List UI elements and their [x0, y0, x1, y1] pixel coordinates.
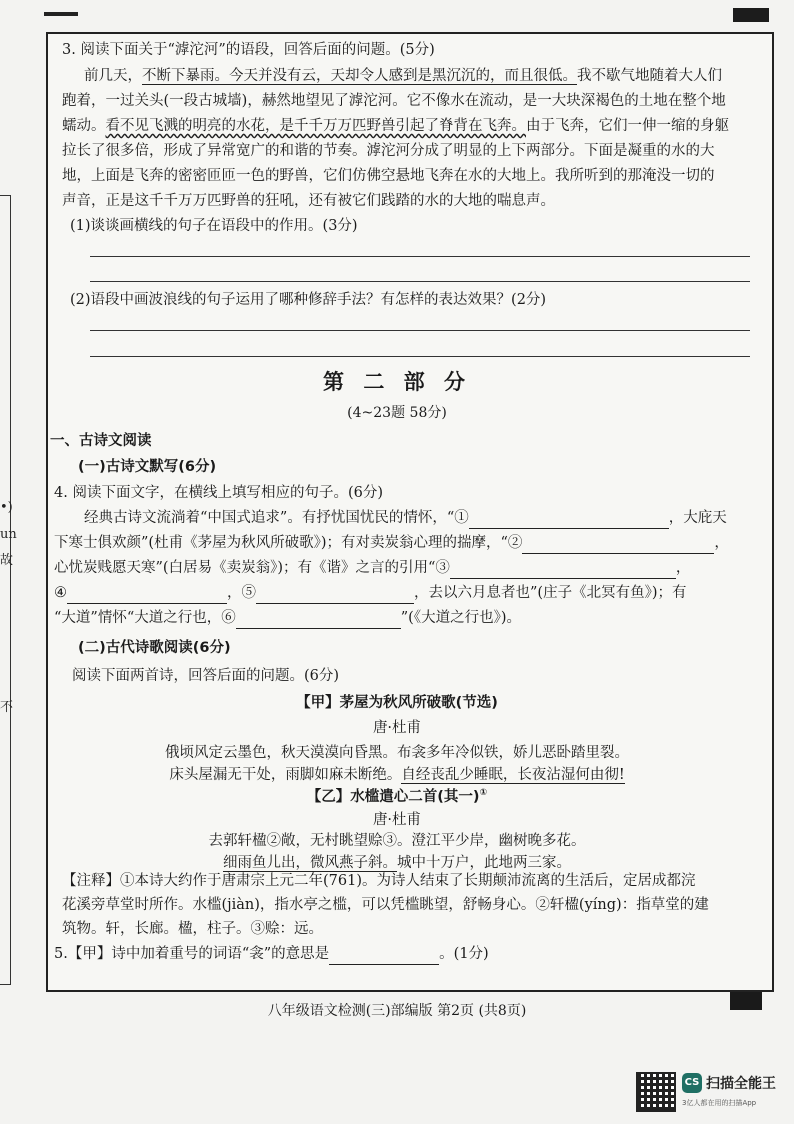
poem1-line-2: 床头屋漏无干处，雨脚如麻未断绝。自经丧乱少睡眠，长夜沾湿何由彻!	[169, 767, 625, 783]
fill-blank-5[interactable]	[256, 583, 414, 604]
poem1-title: 【甲】茅屋为秋风所破歌(节选)	[296, 695, 498, 711]
note-marker: ①	[479, 788, 488, 799]
q5-line: 5.【甲】诗中加着重号的词语“衾”的意思是 。(1分)	[54, 944, 489, 965]
poem-intro: 阅读下面两首诗，回答后面的问题。(6分)	[72, 668, 340, 684]
q4-line-1: 经典古诗文流淌着“中国式追求”。有抒忧国忧民的情怀，“① ，大庇天	[84, 508, 727, 529]
top-corner-block	[733, 8, 769, 22]
q3-passage-line-4: 拉长了很多倍，形成了异常宽广的和谐的节奏。滹沱河分成了明显的上下两部分。下面是凝重的水的大	[62, 143, 715, 159]
q3-passage-line-2: 跑着，一过关头(一段古城墙)，赫然地望见了滹沱河。它不像水在流动，是一大块深褐色的土地在整个地	[62, 93, 726, 109]
margin-char: un	[0, 527, 17, 542]
fill-blank-q5[interactable]	[329, 944, 439, 965]
wavy-sentence: 看不见飞溅的明亮的水花，是千千万万匹野兽引起了脊背在飞奔。	[105, 118, 526, 134]
fill-blank-3[interactable]	[450, 558, 676, 579]
poem2-line-1: 去郭轩楹②敞，无村眺望赊③。澄江平少岸，幽树晚多花。	[208, 833, 586, 849]
part-title: 第 二 部 分	[323, 370, 471, 394]
part-range: (4~23题 58分)	[347, 405, 447, 421]
subsection-heading-1: (一)古诗文默写(6分)	[78, 459, 217, 475]
margin-char: 不	[0, 700, 14, 715]
q3-passage-line-1: 前几天，不断下暴雨。今天并没有云，天却令人感到是黑沉沉的，而且很低。我不歇气地随着大人们	[84, 68, 722, 84]
q4-line-5: “大道”情怀“大道之行也，⑥ ”(《大道之行也》)。	[54, 608, 521, 629]
fill-blank-1[interactable]	[469, 508, 669, 529]
subsection-heading-2: (二)古代诗歌阅读(6分)	[78, 640, 231, 656]
answer-line[interactable]	[90, 330, 750, 331]
answer-line[interactable]	[90, 281, 750, 282]
q3-sub-question-2: (2)语段中画波浪线的句子运用了哪种修辞手法？有怎样的表达效果？(2分)	[70, 292, 547, 308]
notes-line-1: 【注释】①本诗大约作于唐肃宗上元二年(761)。为诗人结束了长期颠沛流离的生活后，定居成都浣	[62, 873, 696, 889]
q3-sub-question-1: (1)谈谈画横线的句子在语段中的作用。(3分)	[70, 218, 358, 234]
q4-stem: 4. 阅读下面文字，在横线上填写相应的句子。(6分)	[54, 485, 383, 501]
q4-line-3: 心忧炭贱愿天寒”(白居易《卖炭翁》)；有《谐》之言的引用“③ ，	[54, 558, 690, 579]
poem2-line-2: 细雨鱼儿出，微风燕子斜。城中十万户，此地两三家。	[223, 855, 571, 871]
q3-passage-line-6: 声音，正是这千千万万匹野兽的狂吼，还有被它们践踏的水的大地的喘息声。	[62, 193, 555, 209]
poem1-underlined: 自经丧乱少睡眠，长夜沾湿何由彻!	[401, 767, 625, 783]
camscanner-logo-icon: CS	[682, 1073, 702, 1093]
answer-line[interactable]	[90, 356, 750, 357]
fill-blank-4[interactable]	[67, 583, 227, 604]
margin-char: •)	[0, 500, 13, 515]
poem1-author: 唐·杜甫	[372, 720, 422, 736]
answer-line[interactable]	[90, 256, 750, 257]
poem2-title: 【乙】水槛遣心二首(其一)①	[306, 788, 488, 805]
scanner-app-name: 扫描全能王	[706, 1076, 776, 1092]
page-footer: 八年级语文检测(三)部编版 第2页 (共8页)	[267, 1003, 527, 1019]
underlined-sentence-1: 不断下暴雨。今天并没有云，天却令人感到是黑沉沉的，而且很低。	[142, 68, 577, 84]
q3-passage-line-5: 地，上面是飞奔的密密匝匝一色的野兽，它们仿佛空悬地飞奔在水的大地上。我所听到的那淹没一切的	[62, 168, 715, 184]
margin-char: 故	[0, 553, 14, 568]
fill-blank-2[interactable]	[522, 533, 714, 554]
fill-blank-6[interactable]	[236, 608, 401, 629]
scanner-tagline: 3亿人都在用的扫描App	[682, 1099, 757, 1107]
qr-code-icon	[636, 1072, 676, 1112]
top-edge-mark	[44, 12, 78, 16]
q3-stem: 3. 阅读下面关于“滹沱河”的语段，回答后面的问题。(5分)	[62, 42, 435, 58]
poem1-line-1: 俄顷风定云墨色，秋天漠漠向昏黑。布衾多年冷似铁，娇儿恶卧踏里裂。	[165, 745, 629, 761]
poem2-author: 唐·杜甫	[372, 812, 422, 828]
footer-corner-block	[730, 992, 762, 1010]
section-heading: 一、古诗文阅读	[50, 433, 152, 449]
q4-line-2: 下寒士俱欢颜”(杜甫《茅屋为秋风所破歌》)；有对卖炭翁心理的揣摩，“② ，	[54, 533, 729, 554]
notes-line-3: 筑物。轩，长廊。楹，柱子。③赊：远。	[62, 921, 323, 937]
q4-line-4: ④ ，⑤ ，去以六月息者也”(庄子《北冥有鱼》)；有	[54, 583, 686, 604]
q3-passage-line-3: 蠕动。看不见飞溅的明亮的水花，是千千万万匹野兽引起了脊背在飞奔。由于飞奔，它们一伸一缩的身躯	[62, 118, 729, 134]
poem2-underlined: 细雨鱼儿出，微风燕子斜。	[223, 855, 397, 871]
notes-line-2: 花溪旁草堂时所作。水槛(jiàn)，指水亭之槛，可以凭槛眺望，舒畅身心。②轩楹(yíng)：指草堂的建	[62, 897, 709, 913]
